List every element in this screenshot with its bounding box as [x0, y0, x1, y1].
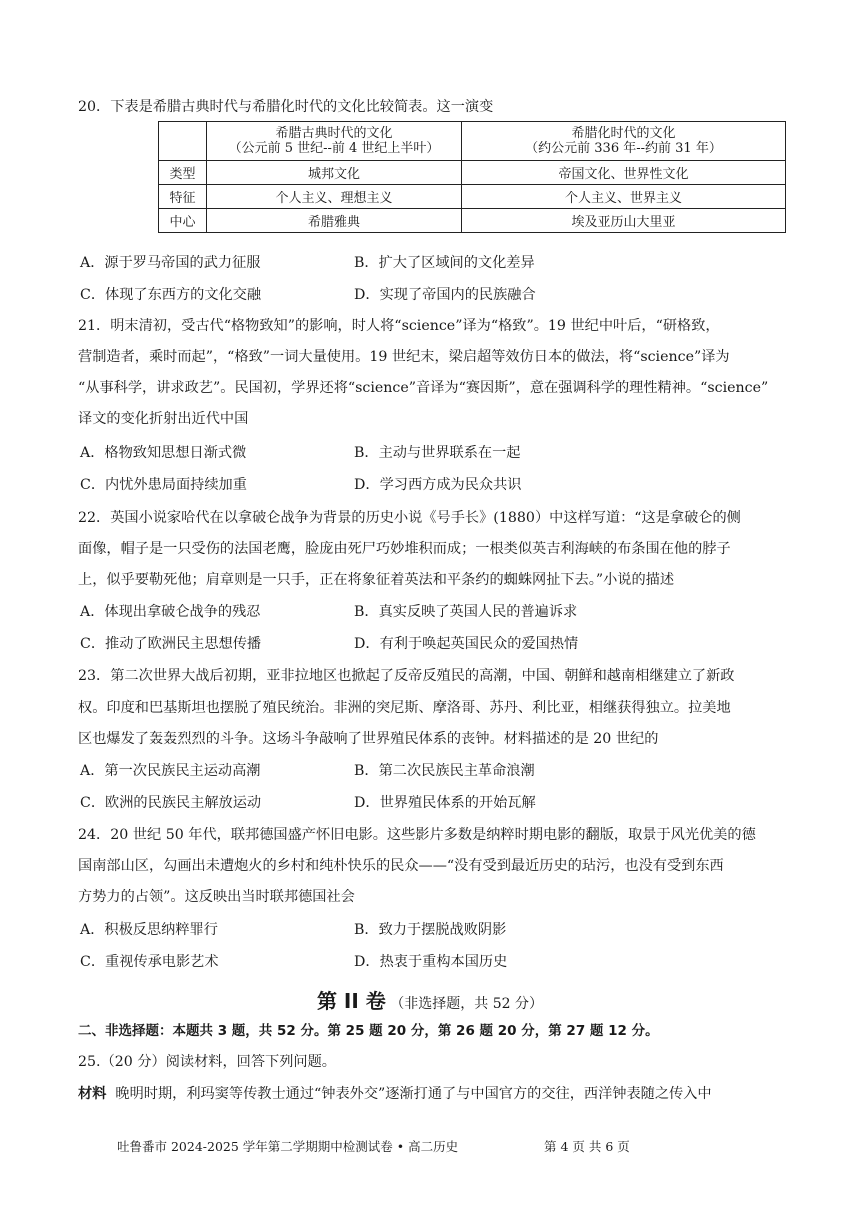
q20-option-d[interactable]: D．实现了帝国内的民族融合 — [354, 287, 536, 303]
q25-material — [78, 1084, 712, 1104]
q24-option-d[interactable]: D．热衷于重构本国历史 — [354, 954, 508, 970]
q25-stem: 25.（20 分）阅读材料，回答下列问题。 — [78, 1054, 336, 1070]
q22-option-b[interactable]: B．真实反映了英国人民的普遍诉求 — [354, 604, 578, 620]
q22-option-d[interactable]: D．有利于唤起英国民众的爱国热情 — [354, 636, 579, 652]
row-label: 类型 — [159, 161, 207, 185]
q24-line-2: 国南部山区，勾画出未遭炮火的乡村和纯朴快乐的民众——“没有受到最近历史的玷污，也没有受到东西 — [78, 858, 724, 874]
table-row — [159, 185, 786, 209]
table-cell: 希腊雅典 — [207, 209, 462, 233]
q24-option-b[interactable]: B．致力于摆脱战败阴影 — [354, 922, 507, 938]
q21-option-a[interactable]: A．格物致知思想日渐式微 — [80, 445, 247, 461]
q21-line-4: 译文的变化折射出近代中国 — [78, 411, 249, 427]
q20-option-c[interactable]: C．体现了东西方的文化交融 — [80, 287, 262, 303]
q21-option-d[interactable]: D．学习西方成为民众共识 — [354, 477, 522, 493]
q21-option-b[interactable]: B．主动与世界联系在一起 — [354, 445, 521, 461]
q21-option-c[interactable]: C．内忧外患局面持续加重 — [80, 477, 247, 493]
col-hellenistic-header — [462, 122, 786, 161]
q21-line-2: 营制造者，乘时而起”，“格致”一词大量使用。19 世纪末，梁启超等效仿日本的做法，将“science”译为 — [78, 349, 730, 365]
table-cell: 埃及亚历山大里亚 — [462, 209, 786, 233]
row-label: 中心 — [159, 209, 207, 233]
q24-line-1: 24．20 世纪 50 年代，联邦德国盛产怀旧电影。这些影片多数是纳粹时期电影的翻版，取景于风光优美的德 — [78, 827, 756, 843]
q22-option-c[interactable]: C．推动了欧洲民主思想传播 — [80, 636, 262, 652]
q20-stem: 20．下表是希腊古典时代与希腊化时代的文化比较简表。这一演变 — [78, 99, 494, 115]
table-cell: 个人主义、理想主义 — [207, 185, 462, 209]
q24-option-a[interactable]: A．积极反思纳粹罪行 — [80, 922, 218, 938]
material-label: 材料 — [78, 1086, 107, 1102]
q23-option-d[interactable]: D．世界殖民体系的开始瓦解 — [354, 795, 536, 811]
q23-option-c[interactable]: C．欧洲的民族民主解放运动 — [80, 795, 262, 811]
q24-line-3: 方势力的占领”。这反映出当时联邦德国社会 — [78, 889, 355, 905]
footer-page-number: 第 4 页 共 6 页 — [544, 1139, 630, 1154]
material-text: 晚明时期，利玛窦等传教士通过“钟表外交”逐渐打通了与中国官方的交往，西洋钟表随之传入中 — [115, 1086, 712, 1102]
row-label: 特征 — [159, 185, 207, 209]
q23-line-1: 23．第二次世界大战后初期，亚非拉地区也掀起了反帝反殖民的高潮，中国、朝鲜和越南相继建立了新政 — [78, 668, 735, 684]
q22-line-3: 上，似乎要勒死他；肩章则是一只手，正在将象征着英法和平条约的蜘蛛网扯下去。”小说的描述 — [78, 572, 675, 588]
q24-option-c[interactable]: C．重视传承电影艺术 — [80, 954, 219, 970]
col-classical-period: （公元前 5 世纪--前 4 世纪上半叶） — [228, 141, 440, 156]
table-cell: 个人主义、世界主义 — [462, 185, 786, 209]
table-cell: 帝国文化、世界性文化 — [462, 161, 786, 185]
q23-option-b[interactable]: B．第二次民族民主革命浪潮 — [354, 763, 535, 779]
q23-line-2: 权。印度和巴基斯坦也摆脱了殖民统治。非洲的突尼斯、摩洛哥、苏丹、利比亚，相继获得独立。拉美地 — [78, 700, 731, 716]
q20-option-b[interactable]: B．扩大了区域间的文化差异 — [354, 255, 535, 271]
col-hellenistic-title: 希腊化时代的文化 — [571, 126, 676, 141]
q22-option-a[interactable]: A．体现出拿破仑战争的残忍 — [80, 604, 261, 620]
table-row — [159, 161, 786, 185]
q23-line-3: 区也爆发了轰轰烈烈的斗争。这场斗争敲响了世界殖民体系的丧钟。材料描述的是 20 世纪的 — [78, 731, 659, 747]
table-cell: 城邦文化 — [207, 161, 462, 185]
part2-title: 第 II 卷 — [316, 989, 386, 1013]
table-header-row — [159, 122, 786, 161]
q22-line-2: 面像，帽子是一只受伤的法国老鹰，脸庞由死尸巧妙堆积而成；一根类似英吉利海峡的布条围在他的脖子 — [78, 541, 731, 557]
q20-option-a[interactable]: A．源于罗马帝国的武力征服 — [80, 255, 261, 271]
footer-exam-title: 吐鲁番市 2024-2025 学年第二学期期中检测试卷 • 高二历史 — [117, 1139, 459, 1154]
part2-subtitle: （非选择题，共 52 分） — [390, 996, 544, 1012]
table-corner-cell — [159, 122, 207, 161]
q21-line-3: “从事科学，讲求政艺”。民国初，学界还将“science”音译为“赛因斯”，意在强调科学的理性精神。“science” — [78, 380, 769, 396]
col-hellenistic-period: （约公元前 336 年--约前 31 年） — [525, 141, 722, 156]
culture-comparison-table — [158, 121, 786, 233]
q21-line-1: 21．明末清初，受古代“格物致知”的影响，时人将“science”译为“格致”。19 世纪中叶后，“研格致， — [78, 318, 720, 334]
part2-heading — [0, 985, 860, 1014]
q22-line-1: 22．英国小说家哈代在以拿破仑战争为背景的历史小说《号手长》(1880）中这样写道：“这是拿破仑的侧 — [78, 510, 741, 526]
part2-instruction: 二、非选择题：本题共 3 题，共 52 分。第 25 题 20 分，第 26 题 20 分，第 27 题 12 分。 — [78, 1023, 659, 1039]
col-classical-header — [207, 122, 462, 161]
table-row — [159, 209, 786, 233]
col-classical-title: 希腊古典时代的文化 — [275, 126, 393, 141]
q23-option-a[interactable]: A．第一次民族民主运动高潮 — [80, 763, 261, 779]
